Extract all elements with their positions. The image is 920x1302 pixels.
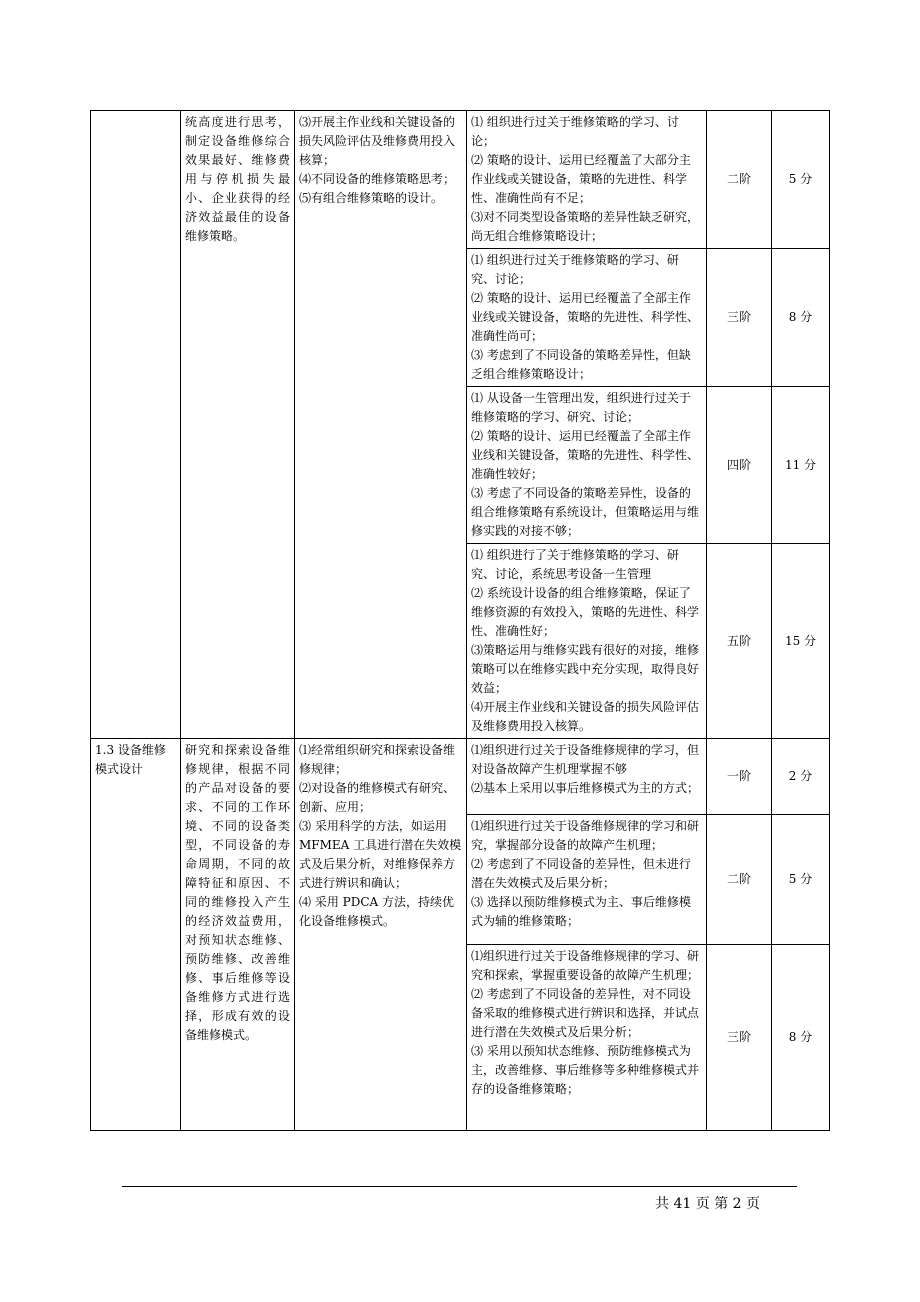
requirement-item: ⑸有组合维修策略的设计。	[299, 191, 444, 205]
page-number: 共 41 页 第 2 页	[655, 1196, 760, 1212]
criteria-item: ⑵ 策略的设计、运用已经覆盖了全部主作业线和关键设备，策略的先进性、科学性、准确性较好；	[471, 429, 700, 481]
criteria-item: ⑴ 组织进行过关于维修策略的学习、讨论；	[471, 115, 679, 148]
requirement-item: ⑴经常组织研究和探索设备维修规律；	[299, 743, 456, 776]
requirement-item: ⑷不同设备的维修策略思考；	[299, 172, 456, 186]
score-cell: 5 分	[772, 111, 830, 249]
requirement-item: ⑶ 采用科学的方法，如运用 MFMEA 工具进行潜在失效模式及后果分析，对维修保养方式进行辨识和确认；	[299, 819, 462, 890]
maintenance-criteria-table	[90, 110, 830, 1131]
requirements-cell	[295, 739, 467, 1131]
description-cell: 统高度进行思考，制定设备维修综合效果最好、维修费用与停机损失最小、企业获得的经济效益最佳的设备维修策略。	[181, 111, 295, 739]
level-cell: 二阶	[707, 815, 772, 945]
table-row	[91, 739, 830, 815]
criteria-cell	[467, 815, 707, 945]
criteria-item: ⑴ 组织进行过关于维修策略的学习、研究、讨论；	[471, 253, 679, 286]
score-cell: 8 分	[772, 945, 830, 1131]
criteria-cell	[467, 249, 707, 387]
table-row	[91, 111, 830, 249]
criteria-cell	[467, 111, 707, 249]
requirement-item: ⑵对设备的维修模式有研究、创新、应用；	[299, 781, 456, 814]
criteria-item: ⑶ 采用以预知状态维修、预防维修模式为主，改善维修、事后维修等多种维修模式并存的设备维修策略；	[471, 1044, 700, 1096]
criteria-item: ⑶策略运用与维修实践有很好的对接，维修策略可以在维修实践中充分实现，取得良好效益；	[471, 643, 700, 695]
criteria-item: ⑴组织进行过关于设备维修规律的学习，但对设备故障产生机理掌握不够	[471, 743, 700, 776]
criteria-item: ⑶ 考虑了不同设备的策略差异性，设备的组合维修策略有系统设计，但策略运用与维修实践的对接不够；	[471, 486, 700, 538]
level-cell: 五阶	[707, 544, 772, 739]
criteria-cell	[467, 544, 707, 739]
requirement-item: ⑶开展主作业线和关键设备的损失风险评估及维修费用投入核算；	[299, 115, 456, 167]
criteria-item: ⑵ 策略的设计、运用已经覆盖了大部分主作业线或关键设备，策略的先进性、科学性、准确性尚有不足；	[471, 153, 691, 205]
criteria-item: ⑴ 组织进行了关于维修策略的学习、研究、讨论，系统思考设备一生管理	[471, 548, 679, 581]
criteria-item: ⑴ 从设备一生管理出发，组织进行过关于维修策略的学习、研究、讨论；	[471, 391, 691, 424]
footer-divider	[122, 1186, 797, 1187]
criteria-item: ⑴组织进行过关于设备维修规律的学习和研究，掌握部分设备的故障产生机理；	[471, 819, 700, 852]
score-cell: 11 分	[772, 387, 830, 544]
criteria-item: ⑶ 选择以预防维修模式为主、事后维修模式为辅的维修策略；	[471, 895, 691, 928]
requirement-item: ⑷ 采用 PDCA 方法，持续优化设备维修模式。	[299, 895, 454, 928]
description-cell: 研究和探索设备维修规律，根据不同的产品对设备的要求、不同的工作环境、不同的设备类型，不同设备的寿命周期，不同的故障特征和原因、不同的维修投入产生的经济效益费用，对预知状态维修、预防维修、改善维修、事后维修等设备维修方式进行选择，形成有效的设备维修模式。	[181, 739, 295, 1131]
criteria-item: ⑶ 考虑到了不同设备的策略差异性，但缺乏组合维修策略设计；	[471, 348, 691, 381]
criteria-item: ⑵基本上采用以事后维修模式为主的方式；	[471, 781, 700, 795]
level-cell: 三阶	[707, 249, 772, 387]
criteria-item: ⑵ 考虑到了不同设备的差异性，对不同设备采取的维修模式进行辨识和选择，并试点进行潜在失效模式及后果分析；	[471, 987, 700, 1039]
criteria-item: ⑴组织进行过关于设备维修规律的学习、研究和探索，掌握重要设备的故障产生机理；	[471, 949, 700, 982]
score-cell: 8 分	[772, 249, 830, 387]
score-cell: 5 分	[772, 815, 830, 945]
criteria-item: ⑵ 系统设计设备的组合维修策略，保证了维修资源的有效投入，策略的先进性、科学性、准确性好；	[471, 586, 700, 638]
section-cell: 1.3 设备维修模式设计	[91, 739, 181, 1131]
criteria-cell	[467, 739, 707, 815]
criteria-cell	[467, 945, 707, 1131]
section-cell	[91, 111, 181, 739]
level-cell: 一阶	[707, 739, 772, 815]
score-cell: 2 分	[772, 739, 830, 815]
criteria-item: ⑵ 策略的设计、运用已经覆盖了全部主作业线或关键设备，策略的先进性、科学性、准确性尚可；	[471, 291, 700, 343]
criteria-item: ⑵ 考虑到了不同设备的差异性，但未进行潜在失效模式及后果分析；	[471, 857, 691, 890]
level-cell: 三阶	[707, 945, 772, 1131]
score-cell: 15 分	[772, 544, 830, 739]
level-cell: 二阶	[707, 111, 772, 249]
requirements-cell	[295, 111, 467, 739]
criteria-item: ⑷开展主作业线和关键设备的损失风险评估及维修费用投入核算。	[471, 700, 700, 733]
criteria-item: ⑶对不同类型设备策略的差异性缺乏研究，尚无组合维修策略设计；	[471, 210, 700, 243]
criteria-cell	[467, 387, 707, 544]
level-cell: 四阶	[707, 387, 772, 544]
